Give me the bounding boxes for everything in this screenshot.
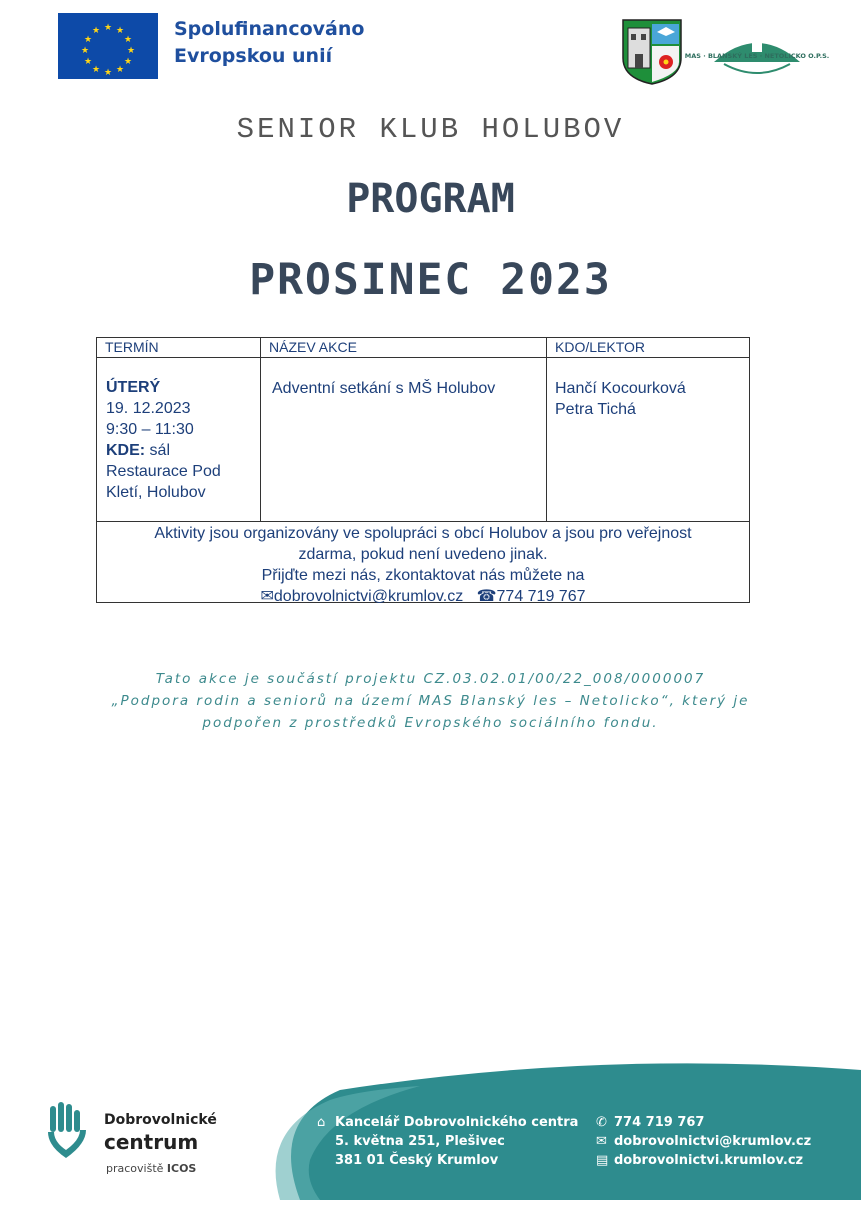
note-contacts <box>97 586 749 607</box>
contact-phone[interactable]: 774 719 767 <box>496 588 586 605</box>
project-line-1: Tato akce je součástí projektu CZ.03.02.01/00/22_008/0000007 <box>155 671 706 687</box>
footer-web[interactable]: dobrovolnictvi.krumlov.cz <box>614 1153 804 1168</box>
place-value: sál <box>145 442 171 459</box>
holubov-crest-logo <box>621 18 683 86</box>
dc-name <box>104 1112 217 1154</box>
svg-text:★: ★ <box>123 34 133 44</box>
footer-email[interactable]: dobrovolnictvi@krumlov.cz <box>614 1134 812 1149</box>
month-title: PROSINEC 2023 <box>249 255 612 305</box>
header-lector: KDO/LEKTOR <box>555 339 645 355</box>
svg-text:★: ★ <box>91 25 101 35</box>
dc-sub-label: pracoviště <box>106 1162 167 1175</box>
event-day: ÚTERÝ <box>106 379 161 396</box>
footer-contacts <box>596 1113 811 1170</box>
home-icon: ⌂ <box>317 1115 326 1130</box>
table-header-row <box>97 338 749 358</box>
eu-line-1: Spolufinancováno <box>174 18 365 40</box>
svg-text:MAS · BLANSKÝ LES · NETOLICKO: MAS · BLANSKÝ LES · NETOLICKO O.P.S. <box>684 52 830 60</box>
mas-blansky-les-logo <box>684 22 830 82</box>
icos-brand: ICOS <box>166 1162 197 1175</box>
divider <box>260 338 261 521</box>
dc-subtitle <box>106 1162 196 1175</box>
svg-text:★: ★ <box>123 56 133 66</box>
event-place <box>106 440 256 461</box>
web-icon: ▤ <box>596 1153 609 1168</box>
event-name: Adventní setkání s MŠ Holubov <box>272 380 496 397</box>
place-line-2: Restaurace Pod <box>106 463 221 480</box>
svg-text:★: ★ <box>126 45 136 55</box>
header-event: NÁZEV AKCE <box>269 339 357 355</box>
cell-date <box>106 377 256 503</box>
club-title: SENIOR KLUB HOLUBOV <box>236 113 625 146</box>
contact-email[interactable]: dobrovolnictvi@krumlov.cz <box>273 588 464 605</box>
table-note <box>97 521 749 603</box>
eu-cofinanced-text <box>174 16 364 70</box>
program-table <box>96 337 750 603</box>
address-line-1: Kancelář Dobrovolnického centra <box>335 1115 579 1130</box>
svg-text:★: ★ <box>91 64 101 74</box>
place-line-3: Kletí, Holubov <box>106 484 206 501</box>
program-title: PROGRAM <box>346 176 515 222</box>
address-line-3: 381 01 Český Krumlov <box>335 1153 499 1168</box>
lector-1: Hančí Kocourková <box>555 380 686 397</box>
eu-line-2: Evropskou unií <box>174 45 333 67</box>
svg-text:★: ★ <box>115 25 125 35</box>
phone-icon: ✆ <box>596 1115 607 1130</box>
footer-phone[interactable]: 774 719 767 <box>614 1115 705 1130</box>
project-note <box>0 668 861 734</box>
svg-text:★: ★ <box>103 22 113 32</box>
address-line-2: 5. května 251, Plešivec <box>335 1134 505 1149</box>
dc-name-line-2: centrum <box>104 1130 199 1154</box>
header-date: TERMÍN <box>105 339 159 355</box>
divider <box>546 338 547 521</box>
svg-text:★: ★ <box>83 56 93 66</box>
envelope-icon: ✉ <box>260 588 274 605</box>
note-line-3: Přijďte mezi nás, zkontaktovat nás můžete na <box>261 567 585 584</box>
footer-address <box>317 1113 578 1170</box>
lector-2: Petra Tichá <box>555 401 636 418</box>
project-line-2: „Podpora rodin a seniorů na území MAS Blanský les – Netolicko“, který je <box>111 693 750 709</box>
dc-name-line-1: Dobrovolnické <box>104 1112 217 1128</box>
phone-icon: ☎ <box>476 588 497 605</box>
hand-heart-icon <box>44 1102 92 1169</box>
eu-flag-logo <box>58 13 158 79</box>
svg-text:★: ★ <box>83 34 93 44</box>
note-line-1: Aktivity jsou organizovány ve spolupráci s obcí Holubov a jsou pro veřejnost <box>154 525 692 542</box>
project-line-3: podpořen z prostředků Evropského sociálního fondu. <box>202 715 659 731</box>
cell-lector <box>555 378 745 420</box>
place-label: KDE: <box>106 442 146 459</box>
note-line-2: zdarma, pokud není uvedeno jinak. <box>298 546 548 563</box>
event-date: 19. 12.2023 <box>106 400 191 417</box>
event-time: 9:30 – 11:30 <box>106 421 194 438</box>
svg-text:★: ★ <box>115 64 125 74</box>
envelope-icon: ✉ <box>596 1134 607 1149</box>
svg-text:★: ★ <box>103 67 113 77</box>
svg-text:★: ★ <box>80 45 90 55</box>
